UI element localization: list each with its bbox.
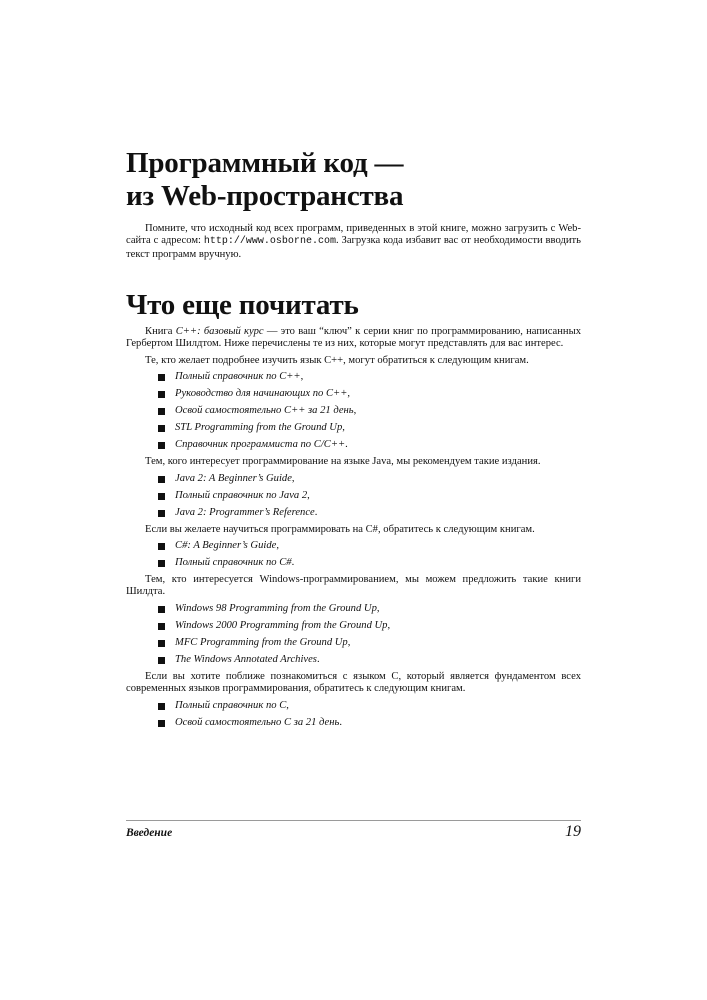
square-bullet-icon [158, 623, 165, 630]
list-punctuation: , [286, 699, 289, 711]
list-punctuation: , [291, 472, 295, 484]
list-punctuation: , [276, 540, 279, 552]
list-punctuation: , [307, 489, 310, 501]
book-list-item [158, 439, 581, 451]
cpp-book-list [158, 371, 581, 451]
cpp-paragraph: Те, кто желает подробнее изучить язык С++, могут обратиться к следующим книгам. [145, 354, 529, 366]
list-punctuation: , [347, 636, 351, 648]
square-bullet-icon [158, 510, 165, 517]
book-title: Освой самостоятельно С за 21 день [175, 716, 340, 728]
list-punctuation: , [387, 619, 391, 631]
intro-paragraph [126, 326, 581, 351]
book-title: Освой самостоятельно С++ за 21 день [175, 405, 354, 417]
section-title-line-2: из Web-пространства [126, 180, 404, 212]
book-title: Полный справочник по С++ [175, 371, 301, 383]
square-bullet-icon [158, 657, 165, 664]
java-book-list [158, 473, 581, 519]
list-punctuation: . [316, 653, 320, 665]
square-bullet-icon [158, 543, 165, 550]
book-list-item [158, 700, 581, 712]
book-list-item [158, 371, 581, 383]
book-title: The Windows Annotated Archives [175, 653, 317, 665]
paragraph-text: Книга [145, 326, 176, 337]
square-bullet-icon [158, 476, 165, 483]
book-title: C#: A Beginner’s Guide [175, 540, 277, 552]
further-reading-body [126, 326, 581, 734]
footer-section-name: Введение [126, 827, 173, 839]
book-list-item [158, 422, 581, 434]
square-bullet-icon [158, 442, 165, 449]
book-title: Руководство для начинающих по С++ [175, 388, 348, 400]
book-title: Справочник программиста по С/С++ [175, 439, 346, 451]
list-punctuation: , [376, 602, 380, 614]
square-bullet-icon [158, 408, 165, 415]
book-list-item [158, 507, 581, 519]
book-title: Windows 2000 Programming from the Ground Up [175, 619, 388, 631]
book-list-item [158, 540, 581, 552]
book-list-item [158, 490, 581, 502]
book-title: С++: базовый курс [175, 326, 264, 337]
book-page [126, 0, 581, 1000]
book-list-item [158, 405, 581, 417]
book-title: Полный справочник по С [175, 699, 287, 711]
book-list-item [158, 473, 581, 485]
square-bullet-icon [158, 703, 165, 710]
square-bullet-icon [158, 391, 165, 398]
book-list-item [158, 637, 581, 649]
square-bullet-icon [158, 493, 165, 500]
book-title: Полный справочник по Java 2 [175, 489, 308, 501]
book-title: Java 2: A Beginner’s Guide [175, 472, 292, 484]
list-punctuation: . [291, 557, 295, 569]
windows-book-list [158, 603, 581, 666]
section-title-further-reading: Что еще почитать [126, 289, 359, 321]
book-list-item [158, 654, 581, 666]
section-title-source-code [126, 147, 581, 213]
csharp-book-list [158, 540, 581, 569]
list-punctuation: , [347, 388, 350, 400]
page-number: 19 [565, 823, 581, 840]
paragraph-text: Помните, что исходный код всех программ, приведенных в этой книге, можно загрузить с Web-сайта с адресом: [126, 223, 581, 247]
book-list-item [158, 717, 581, 729]
list-punctuation: . [314, 506, 318, 518]
book-list-item [158, 388, 581, 400]
list-punctuation: , [300, 371, 304, 383]
book-list-item [158, 557, 581, 569]
list-punctuation: . [339, 716, 342, 728]
paragraph-text: . Загрузка кода избавит вас от необходимости вводить текст программ вручную. [126, 235, 581, 260]
list-punctuation: . [345, 439, 348, 451]
square-bullet-icon [158, 720, 165, 727]
book-list-item [158, 620, 581, 632]
website-url[interactable]: http://www.osborne.com [203, 236, 336, 248]
list-punctuation: , [342, 422, 345, 434]
square-bullet-icon [158, 425, 165, 432]
book-title: STL Programming from the Ground Up [175, 422, 343, 434]
csharp-paragraph: Если вы желаете научиться программировать на C#, обратитесь к следующим книгам. [145, 523, 535, 535]
book-title: MFC Programming from the Ground Up [175, 636, 348, 648]
c-book-list [158, 700, 581, 729]
list-punctuation: , [353, 405, 357, 417]
square-bullet-icon [158, 640, 165, 647]
book-title: Java 2: Programmer’s Reference [175, 506, 315, 518]
square-bullet-icon [158, 606, 165, 613]
footer-divider [126, 820, 581, 821]
windows-paragraph: Тем, кто интересуется Windows-программированием, мы можем предложить такие книги Шилдта. [126, 574, 581, 598]
book-title: Windows 98 Programming from the Ground Up [175, 602, 377, 614]
book-list-item [158, 603, 581, 615]
square-bullet-icon [158, 374, 165, 381]
square-bullet-icon [158, 560, 165, 567]
book-title: Полный справочник по C# [175, 557, 292, 569]
c-paragraph: Если вы хотите поближе познакомиться с языком С, который является фундаментом всех современных языков программирования, обратитесь к следующим книгам. [126, 670, 581, 695]
paragraph-text: — это ваш “ключ” к серии книг по программированию, написанных Гербертом Шилдтом. Ниже перечислены те из них, которые могут представлять для вас интерес. [126, 326, 581, 350]
java-paragraph: Тем, кого интересует программирование на языке Java, мы рекомендуем такие издания. [145, 456, 541, 468]
section-title-line-1: Программный код — [126, 147, 404, 179]
source-code-paragraph [126, 223, 581, 261]
